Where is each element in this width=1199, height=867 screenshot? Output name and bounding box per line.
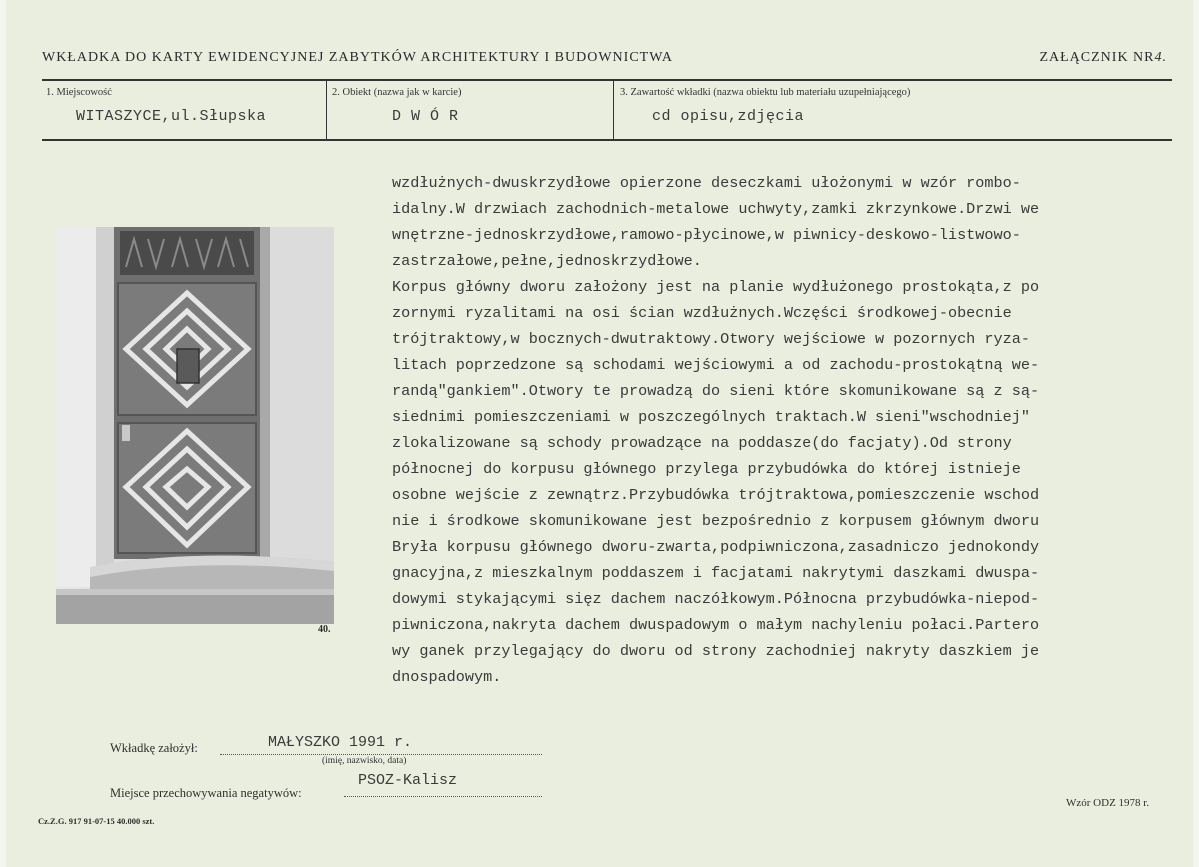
content-label: 3. Zawartość wkładki (nazwa obiektu lub materiału uzupełniającego) [620, 87, 911, 98]
object-value: D W Ó R [392, 108, 459, 125]
description-line: zornymi ryzalitami na osi ścian wzdłużnych.Wczęści środkowej-obecnie [392, 304, 1012, 322]
description-text [392, 170, 1132, 690]
locality-label: 1. Miejscowość [46, 87, 112, 98]
photo-number: 40. [318, 624, 331, 635]
description-line: osobne wejście z zewnątrz.Przybudówka trójtraktowa,pomieszczenie wschod [392, 486, 1040, 504]
annex-label [1039, 50, 1167, 66]
form-template: Wzór ODZ 1978 r. [1066, 797, 1150, 809]
description-line: idalny.W drzwiach zachodnich-metalowe uchwyty,zamki zkrzynkowe.Drzwi we [392, 200, 1040, 218]
description-line: dnospadowym. [392, 668, 502, 686]
description-line: zlokalizowane są schody prowadzące na poddasze(do facjaty).Od strony [392, 434, 1012, 452]
fields-bottom-rule [42, 139, 1172, 141]
record-card [6, 0, 1193, 867]
description-line: Korpus główny dworu założony jest na planie wydłużonego prostokąta,z po [392, 278, 1040, 296]
description-line: randą"gankiem".Otwory te prowadzą do sieni które skomunikowane są z są- [392, 382, 1040, 400]
description-line: siednimi pomieszczeniami w poszczególnych traktach.W sieni"wschodniej" [392, 408, 1030, 426]
negatives-line [344, 796, 542, 797]
description-line: trójtraktowy,w bocznych-dwutraktowy.Otwory wejściowe w pozornych ryza- [392, 330, 1030, 348]
description-line: północnej do korpusu głównego przylega przybudówka do której istnieje [392, 460, 1021, 478]
annex-text: ZAŁĄCZNIK NR [1039, 50, 1155, 65]
content-value: cd opisu,zdjęcia [652, 108, 805, 125]
description-line: piwniczona,nakryta dachem dwuspadowym o małym nachyleniu połaci.Partero [392, 616, 1040, 634]
object-label: 2. Obiekt (nazwa jak w karcie) [332, 87, 462, 98]
locality-value: WITASZYCE,ul.Słupska [76, 108, 267, 125]
description-line: wzdłużnych-dwuskrzydłowe opierzone deseczkami ułożonymi w wzór rombo- [392, 174, 1021, 192]
field-divider-2 [613, 80, 614, 139]
description-line: gnacyjna,z mieszkalnym poddaszem i facjatami nakrytymi daszkami dwuspa- [392, 564, 1040, 582]
header-rule [42, 79, 1172, 81]
field-divider-1 [326, 80, 327, 139]
created-by-line [220, 754, 542, 755]
card-title: WKŁADKA DO KARTY EWIDENCYJNEJ ZABYTKÓW ARCHITEKTURY I BUDOWNICTWA [42, 50, 673, 65]
created-by-value: MAŁYSZKO 1991 r. [268, 734, 413, 751]
negatives-value: PSOZ-Kalisz [358, 772, 458, 789]
description-line: nie i środkowe skomunikowane jest bezpośrednio z korpusem głównym dworu [392, 512, 1040, 530]
description-line: zastrzałowe,pełne,jednoskrzydłowe. [392, 252, 702, 270]
description-line: litach poprzedzone są schodami wejściowymi a od zachodu-prostokątną we- [392, 356, 1040, 374]
door-photo-image [56, 227, 334, 624]
created-by-hint: (imię, nazwisko, data) [322, 756, 407, 766]
description-line: wnętrzne-jednoskrzydłowe,ramowo-płycinowe,w piwnicy-deskowo-listwowo- [392, 226, 1021, 244]
annex-number: 4. [1154, 50, 1167, 65]
description-line: wy ganek przylegający do dworu od strony zachodniej nakryty daszkiem je [392, 642, 1040, 660]
created-by-label: Wkładkę założył: [110, 741, 198, 755]
description-line: dowymi stykającymi sięz dachem naczółkowym.Północna przybudówka-niepod- [392, 590, 1040, 608]
description-line: Bryła korpusu głównego dworu-zwarta,podpiwniczona,zasadniczo jednokondy [392, 538, 1040, 556]
negatives-label: Miejsce przechowywania negatywów: [110, 786, 302, 800]
door-photograph [56, 227, 334, 624]
print-info: Cz.Z.G. 917 91-07-15 40.000 szt. [38, 816, 155, 826]
